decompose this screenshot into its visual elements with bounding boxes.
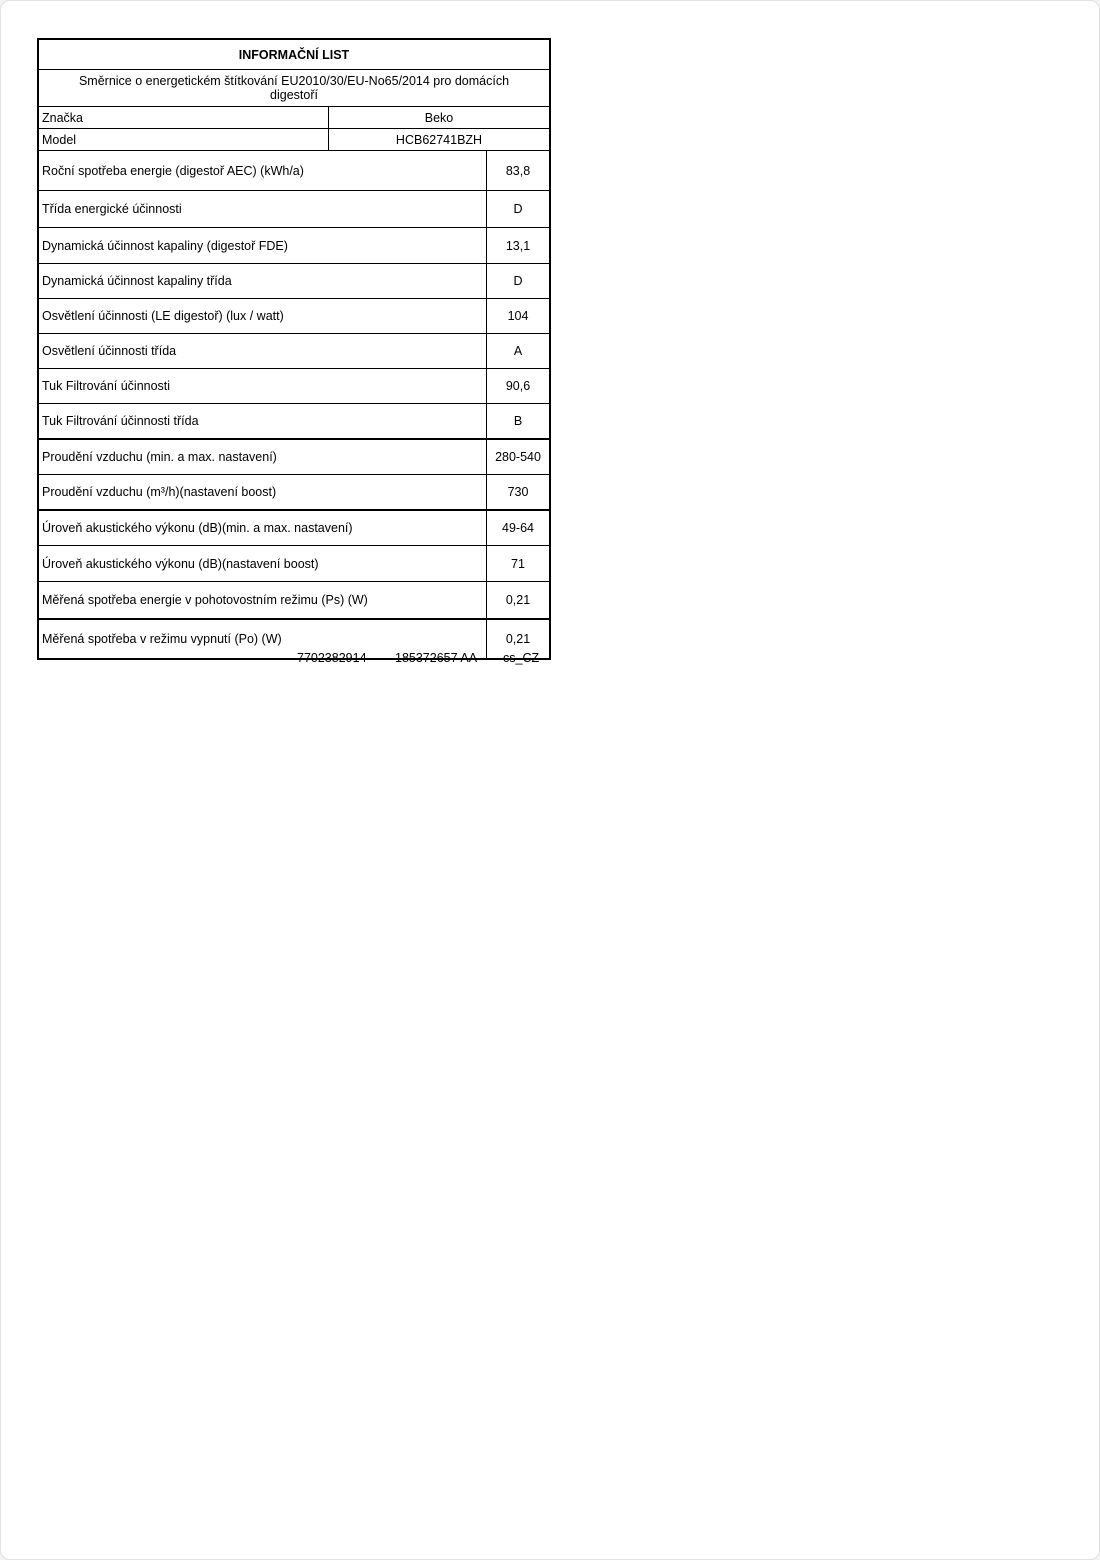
table-row <box>39 333 549 368</box>
row-value: 0,21 <box>505 632 531 646</box>
row-label: Roční spotřeba energie (digestoř AEC) (kWh/a) <box>39 151 487 190</box>
row-label: Dynamická účinnost kapaliny (digestoř FDE) <box>39 228 487 263</box>
sheet-title: INFORMAČNÍ LIST <box>238 47 350 62</box>
row-label: Úroveň akustického výkonu (dB)(nastavení boost) <box>39 546 487 581</box>
title-row <box>39 40 549 69</box>
table-row <box>39 509 549 545</box>
row-label: Úroveň akustického výkonu (dB)(min. a max. nastavení) <box>39 511 487 545</box>
table-row <box>39 227 549 263</box>
row-label: Proudění vzduchu (min. a max. nastavení) <box>39 440 487 474</box>
row-label: Měřená spotřeba v režimu vypnutí (Po) (W) <box>39 620 487 658</box>
subtitle-row <box>39 69 549 106</box>
footer-code-2: 185372657 AA <box>395 651 478 665</box>
table-row <box>39 263 549 298</box>
row-value: 104 <box>507 309 529 323</box>
brand-row <box>39 106 549 128</box>
row-value: D <box>513 202 523 216</box>
footer-locale: cs_CZ <box>503 651 540 665</box>
row-label: Tuk Filtrování účinnosti <box>39 369 487 403</box>
brand-label: Značka <box>39 107 329 128</box>
row-value: 49-64 <box>502 521 534 535</box>
row-value: D <box>513 274 523 288</box>
row-value: 13,1 <box>505 238 531 253</box>
model-label: Model <box>39 129 329 150</box>
row-label: Osvětlení účinnosti (LE digestoř) (lux / watt) <box>39 299 487 333</box>
row-label: Osvětlení účinnosti třída <box>39 334 487 368</box>
row-label: Dynamická účinnost kapaliny třída <box>39 264 487 298</box>
table-row <box>39 545 549 581</box>
table-row <box>39 438 549 474</box>
table-row <box>39 474 549 509</box>
table-row <box>39 190 549 227</box>
row-value: 0,21 <box>505 593 531 607</box>
model-value: HCB62741BZH <box>395 132 483 147</box>
row-label: Tuk Filtrování účinnosti třída <box>39 404 487 438</box>
row-value: 730 <box>507 485 529 499</box>
information-sheet-table <box>37 38 551 660</box>
row-value: 280-540 <box>495 450 541 464</box>
table-row <box>39 403 549 438</box>
row-value: 90,6 <box>505 379 531 393</box>
row-value: B <box>513 414 523 428</box>
model-row <box>39 128 549 150</box>
row-label: Proudění vzduchu (m³/h)(nastavení boost) <box>39 475 487 509</box>
document-footer <box>297 651 539 665</box>
table-row <box>39 150 549 190</box>
row-label: Třída energické účinnosti <box>39 191 487 227</box>
row-value: A <box>513 344 523 358</box>
row-value: 83,8 <box>505 163 531 178</box>
row-label: Měřená spotřeba energie v pohotovostním režimu (Ps) (W) <box>39 582 487 618</box>
table-row <box>39 368 549 403</box>
row-value: 71 <box>511 556 525 571</box>
table-row <box>39 581 549 618</box>
brand-value: Beko <box>424 110 454 125</box>
table-row <box>39 298 549 333</box>
footer-code-1: 7702382914 <box>297 651 367 665</box>
sheet-subtitle: Směrnice o energetickém štítkování EU2010/30/EU-No65/2014 pro domácích digestoří <box>78 74 510 102</box>
